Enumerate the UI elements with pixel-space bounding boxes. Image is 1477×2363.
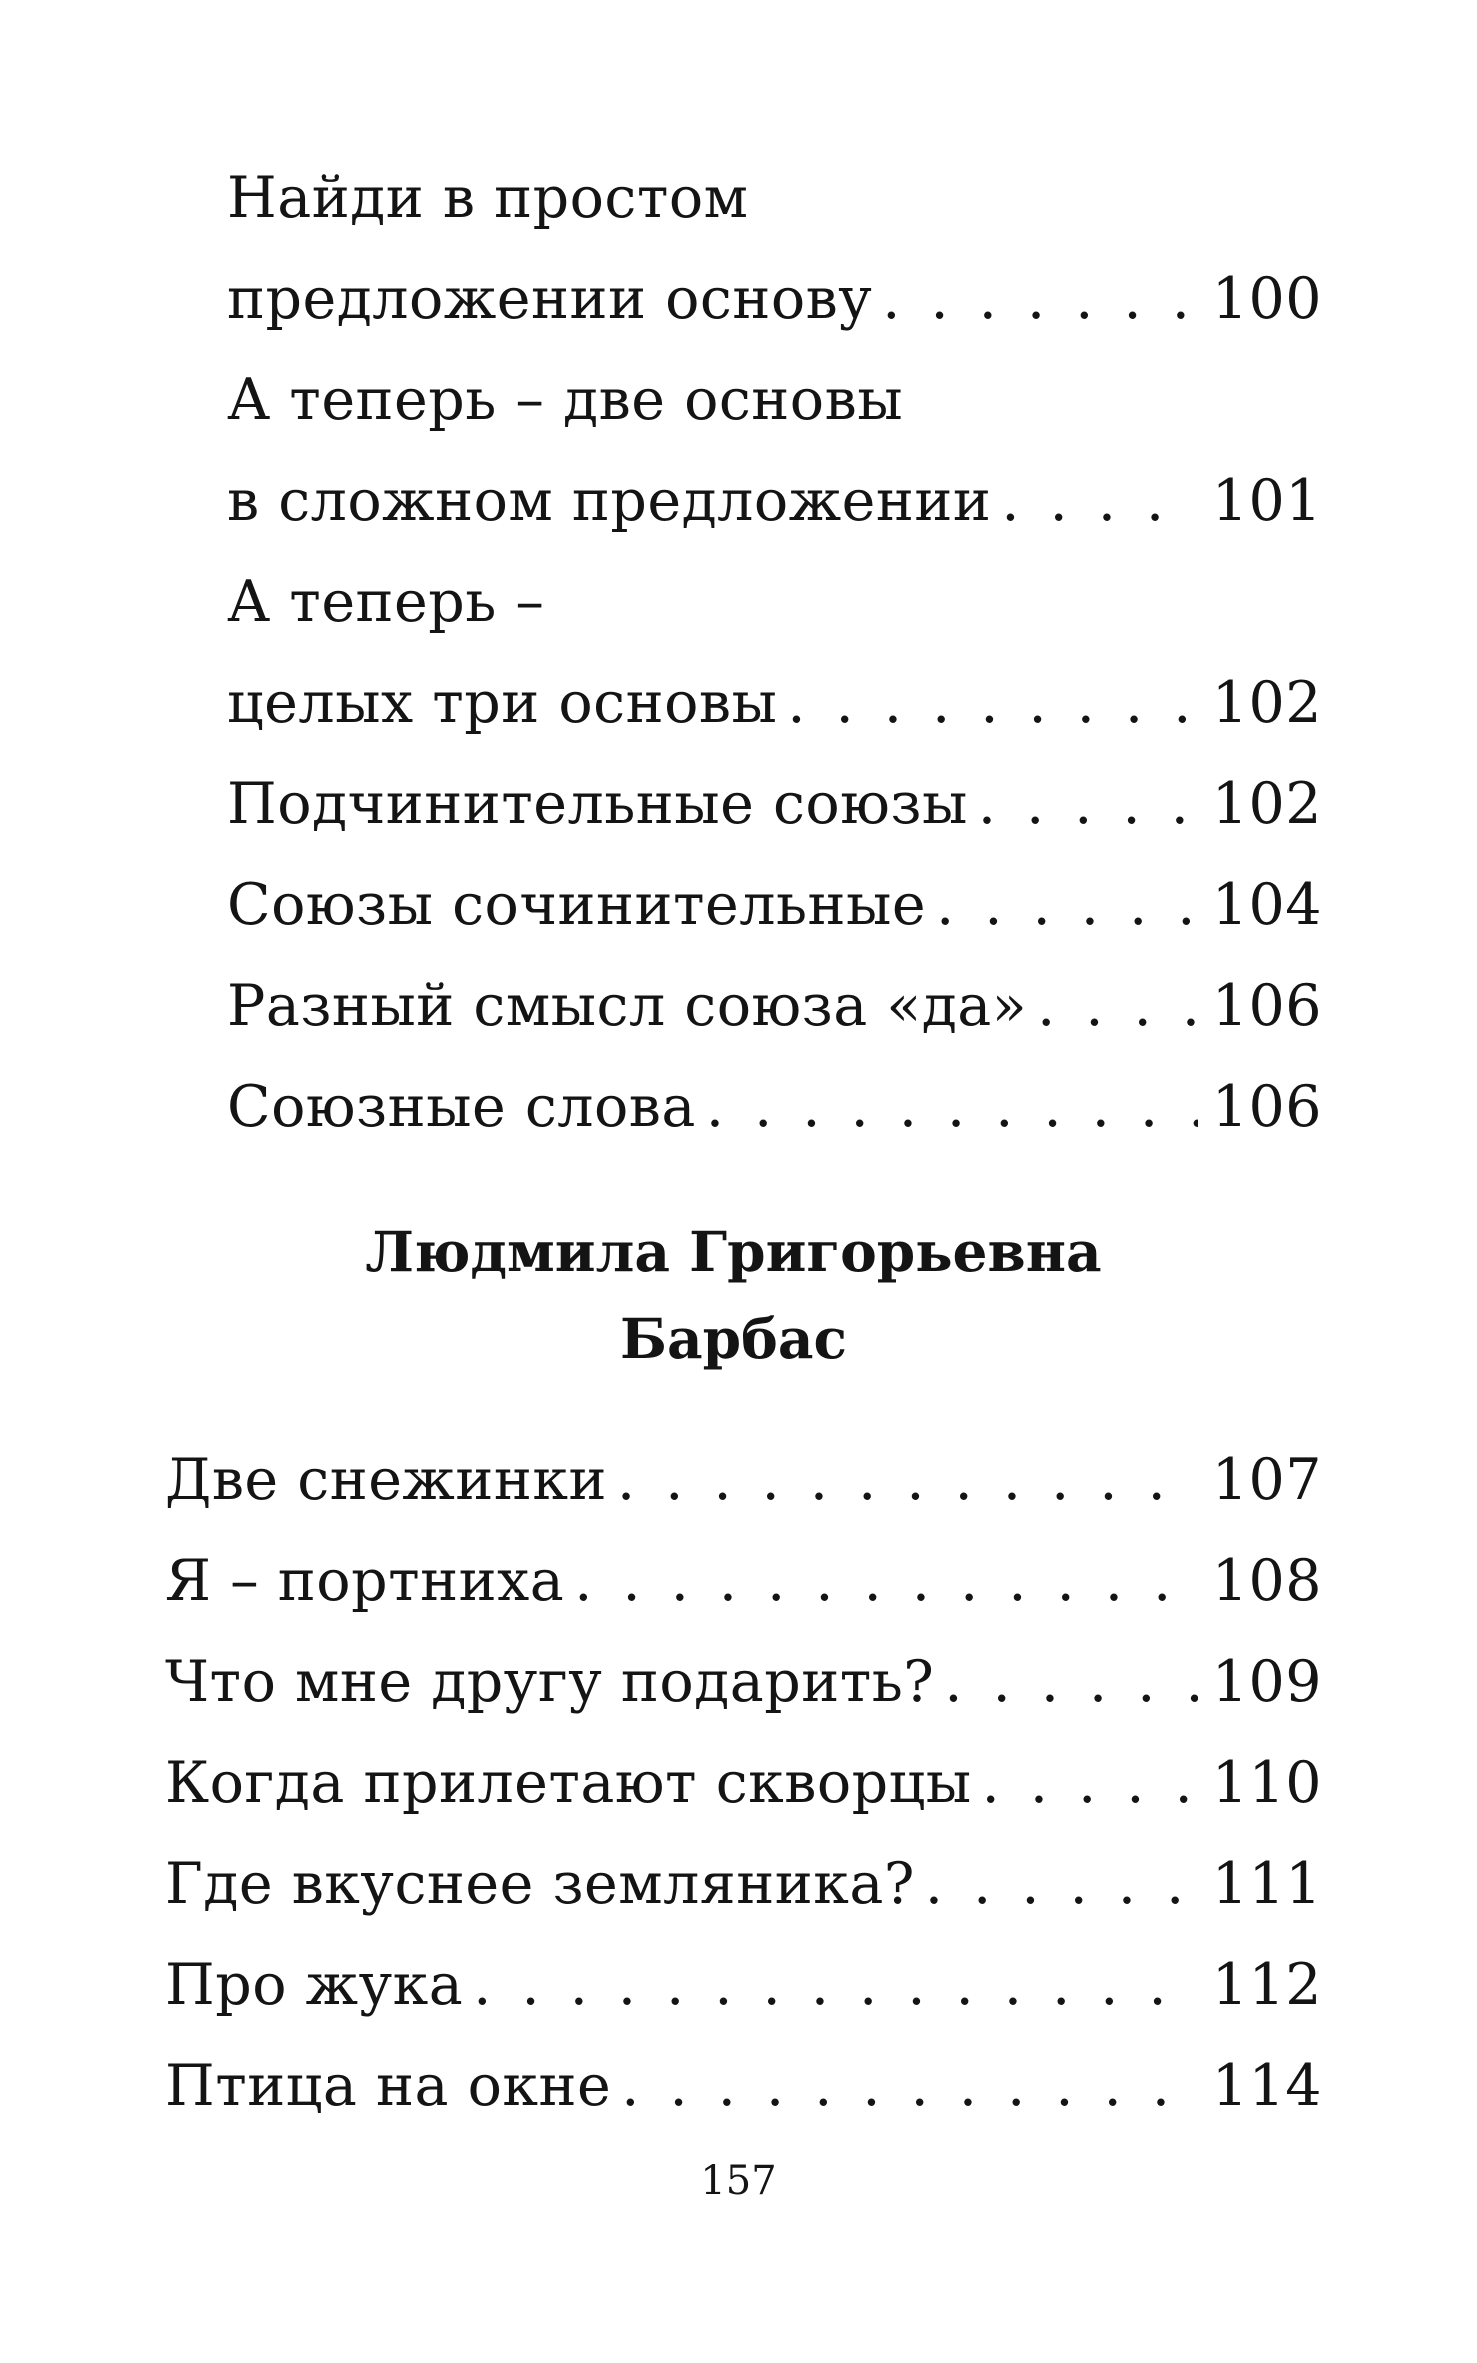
toc-entry-title: Подчинительные союзы [227,771,968,837]
toc-entry-title: Союзы сочинительные [227,872,927,938]
page-number: 157 [700,2158,777,2204]
toc-entry [227,249,1322,350]
toc-entry-title: Я – портниха [165,1548,565,1614]
toc-page-number: 108 [1211,1548,1322,1614]
dot-leader [1037,956,1198,1057]
toc-page-number: 114 [1211,2053,1322,2119]
toc-entry-title: Найди в простом [227,165,749,231]
dot-leader [944,1632,1197,1733]
toc-entry-continuation [227,552,1322,653]
toc-entry [165,1733,1322,1834]
toc-page-number: 101 [1211,468,1322,534]
dot-leader [925,1834,1198,1935]
toc-entry-title: предложении основу [227,266,873,332]
dot-leader [621,2036,1197,2137]
toc-entry [227,1057,1322,1158]
toc-entry [165,1531,1322,1632]
dot-leader [617,1430,1198,1531]
toc-entry [227,653,1322,754]
table-of-contents-section-2 [165,1430,1322,2137]
toc-entry-title: А теперь – две основы [227,367,904,433]
dot-leader [882,249,1197,350]
toc-page-number: 107 [1211,1447,1322,1513]
toc-entry [165,1935,1322,2036]
toc-page-number: 106 [1211,973,1322,1039]
dot-leader [473,1935,1197,2036]
dot-leader [936,855,1198,956]
toc-page-number: 111 [1211,1851,1322,1917]
toc-entry-title: целых три основы [227,670,778,736]
toc-entry-title: А теперь – [227,569,545,635]
toc-entry-title: Птица на окне [165,2053,612,2119]
toc-page-number: 110 [1211,1750,1322,1816]
toc-entry [227,956,1322,1057]
toc-entry-title: Где вкуснее земляника? [165,1851,915,1917]
toc-entry [165,1632,1322,1733]
toc-entry-title: Что мне другу подарить? [165,1649,935,1715]
toc-page-number: 109 [1211,1649,1322,1715]
toc-entry-continuation [227,350,1322,451]
toc-entry [165,1834,1322,1935]
dot-leader [706,1057,1198,1158]
toc-entry [165,2036,1322,2137]
author-surname: Барбас [620,1306,847,1371]
table-of-contents-section-1 [227,148,1322,1158]
toc-page-number: 100 [1211,266,1322,332]
toc-entry [227,855,1322,956]
toc-entry [165,1430,1322,1531]
toc-entry-title: Разный смысл союза «да» [227,973,1028,1039]
toc-entry-title: в сложном предложении [227,468,992,534]
dot-leader [978,754,1198,855]
toc-entry-title: Союзные слова [227,1074,696,1140]
toc-page-number: 112 [1211,1952,1322,2018]
toc-entry-continuation [227,148,1322,249]
toc-entry [227,754,1322,855]
toc-page-number: 102 [1211,771,1322,837]
toc-page-number: 102 [1211,670,1322,736]
toc-entry [227,451,1322,552]
toc-page-number: 106 [1211,1074,1322,1140]
toc-entry-title: Две снежинки [165,1447,607,1513]
dot-leader [1001,451,1197,552]
author-name: Людмила Григорьевна [365,1219,1102,1284]
toc-page-number: 104 [1211,872,1322,938]
dot-leader [574,1531,1197,1632]
toc-entry-title: Про жука [165,1952,464,2018]
dot-leader [982,1733,1198,1834]
dot-leader [787,653,1197,754]
author-heading [0,1208,1477,1382]
toc-entry-title: Когда прилетают скворцы [165,1750,972,1816]
